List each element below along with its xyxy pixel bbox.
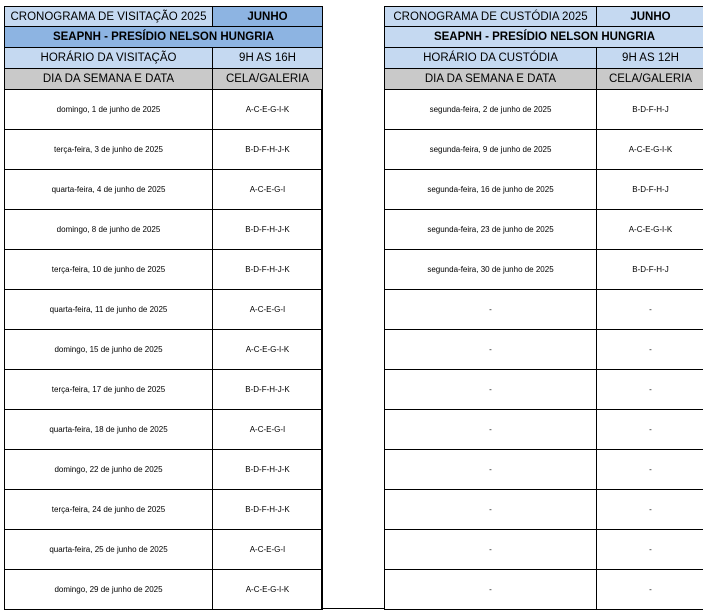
- custody-table-row: [385, 210, 703, 250]
- visitation-row-date: quarta-feira, 4 de junho de 2025: [5, 170, 213, 210]
- visitation-row-cells: B-D-F-H-J-K: [213, 130, 323, 170]
- visitation-row-date: domingo, 1 de junho de 2025: [5, 90, 213, 130]
- custody-row-cells: -: [597, 290, 703, 330]
- visitation-col-day-header: DIA DA SEMANA E DATA: [5, 69, 213, 90]
- visitation-row-date: terça-feira, 10 de junho de 2025: [5, 250, 213, 290]
- visitation-rows: [5, 90, 323, 610]
- custody-row-date: -: [385, 450, 597, 490]
- visitation-schedule-table: [4, 6, 323, 610]
- visitation-table-row: [5, 410, 323, 450]
- visitation-row-date: domingo, 8 de junho de 2025: [5, 210, 213, 250]
- visitation-row-date: quarta-feira, 25 de junho de 2025: [5, 530, 213, 570]
- custody-unit: SEAPNH - PRESÍDIO NELSON HUNGRIA: [385, 27, 703, 48]
- custody-table-row: [385, 290, 703, 330]
- custody-row-date: segunda-feira, 23 de junho de 2025: [385, 210, 597, 250]
- spacer-column: [321, 6, 384, 609]
- custody-row-date: segunda-feira, 9 de junho de 2025: [385, 130, 597, 170]
- visitation-row-cells: B-D-F-H-J-K: [213, 490, 323, 530]
- visitation-row-date: domingo, 15 de junho de 2025: [5, 330, 213, 370]
- custody-table-row: [385, 250, 703, 290]
- visitation-row-date: quarta-feira, 11 de junho de 2025: [5, 290, 213, 330]
- visitation-unit: SEAPNH - PRESÍDIO NELSON HUNGRIA: [5, 27, 323, 48]
- custody-row-cells: A-C-E-G-I-K: [597, 130, 703, 170]
- visitation-table-row: [5, 370, 323, 410]
- visitation-row-date: quarta-feira, 18 de junho de 2025: [5, 410, 213, 450]
- custody-table-row: [385, 570, 703, 610]
- custody-table-row: [385, 170, 703, 210]
- custody-table-row: [385, 370, 703, 410]
- custody-row-date: segunda-feira, 2 de junho de 2025: [385, 90, 597, 130]
- visitation-table-row: [5, 570, 323, 610]
- custody-title: CRONOGRAMA DE CUSTÓDIA 2025: [385, 7, 597, 27]
- visitation-table-row: [5, 450, 323, 490]
- custody-row-cells: B-D-F-H-J: [597, 250, 703, 290]
- custody-col-day-header: DIA DA SEMANA E DATA: [385, 69, 597, 90]
- custody-row-date: -: [385, 330, 597, 370]
- custody-row-date: -: [385, 570, 597, 610]
- custody-row-date: segunda-feira, 16 de junho de 2025: [385, 170, 597, 210]
- visitation-row-cells: B-D-F-H-J-K: [213, 450, 323, 490]
- visitation-table-row: [5, 130, 323, 170]
- custody-row-date: -: [385, 490, 597, 530]
- custody-row-cells: -: [597, 330, 703, 370]
- custody-row-cells: -: [597, 410, 703, 450]
- custody-schedule-label: HORÁRIO DA CUSTÓDIA: [385, 48, 597, 69]
- custody-table-row: [385, 530, 703, 570]
- visitation-row-cells: A-C-E-G-I: [213, 290, 323, 330]
- visitation-schedule-value: 9H AS 16H: [213, 48, 323, 69]
- visitation-table-row: [5, 290, 323, 330]
- custody-row-cells: -: [597, 450, 703, 490]
- custody-table-row: [385, 130, 703, 170]
- visitation-table-row: [5, 490, 323, 530]
- visitation-table-row: [5, 250, 323, 290]
- visitation-row-cells: A-C-E-G-I-K: [213, 570, 323, 610]
- custody-table-row: [385, 90, 703, 130]
- visitation-row-date: terça-feira, 3 de junho de 2025: [5, 130, 213, 170]
- visitation-schedule-label: HORÁRIO DA VISITAÇÃO: [5, 48, 213, 69]
- custody-table-row: [385, 410, 703, 450]
- visitation-title: CRONOGRAMA DE VISITAÇÃO 2025: [5, 7, 213, 27]
- custody-table-row: [385, 490, 703, 530]
- custody-row-cells: A-C-E-G-I-K: [597, 210, 703, 250]
- custody-schedule-table: [384, 6, 703, 610]
- custody-table-row: [385, 450, 703, 490]
- custody-row-cells: -: [597, 570, 703, 610]
- visitation-row-cells: A-C-E-G-I-K: [213, 330, 323, 370]
- custody-row-date: segunda-feira, 30 de junho de 2025: [385, 250, 597, 290]
- custody-row-cells: -: [597, 370, 703, 410]
- visitation-row-cells: A-C-E-G-I-K: [213, 90, 323, 130]
- visitation-col-cell-header: CELA/GALERIA: [213, 69, 323, 90]
- custody-row-date: -: [385, 370, 597, 410]
- visitation-row-cells: B-D-F-H-J-K: [213, 370, 323, 410]
- visitation-row-cells: B-D-F-H-J-K: [213, 210, 323, 250]
- visitation-row-cells: A-C-E-G-I: [213, 170, 323, 210]
- custody-col-cell-header: CELA/GALERIA: [597, 69, 703, 90]
- visitation-table-row: [5, 330, 323, 370]
- visitation-row-date: terça-feira, 17 de junho de 2025: [5, 370, 213, 410]
- visitation-table-row: [5, 210, 323, 250]
- visitation-row-date: domingo, 22 de junho de 2025: [5, 450, 213, 490]
- custody-table-row: [385, 330, 703, 370]
- visitation-row-date: domingo, 29 de junho de 2025: [5, 570, 213, 610]
- custody-row-cells: B-D-F-H-J: [597, 90, 703, 130]
- custody-row-cells: -: [597, 490, 703, 530]
- custody-rows: [385, 90, 703, 610]
- visitation-row-cells: B-D-F-H-J-K: [213, 250, 323, 290]
- visitation-row-cells: A-C-E-G-I: [213, 410, 323, 450]
- custody-month: JUNHO: [597, 7, 703, 27]
- visitation-table-row: [5, 530, 323, 570]
- custody-schedule-value: 9H AS 12H: [597, 48, 703, 69]
- custody-row-date: -: [385, 530, 597, 570]
- visitation-row-date: terça-feira, 24 de junho de 2025: [5, 490, 213, 530]
- visitation-row-cells: A-C-E-G-I: [213, 530, 323, 570]
- custody-row-date: -: [385, 290, 597, 330]
- custody-row-cells: -: [597, 530, 703, 570]
- visitation-table-row: [5, 170, 323, 210]
- custody-row-date: -: [385, 410, 597, 450]
- visitation-table-row: [5, 90, 323, 130]
- custody-row-cells: B-D-F-H-J: [597, 170, 703, 210]
- visitation-month: JUNHO: [213, 7, 323, 27]
